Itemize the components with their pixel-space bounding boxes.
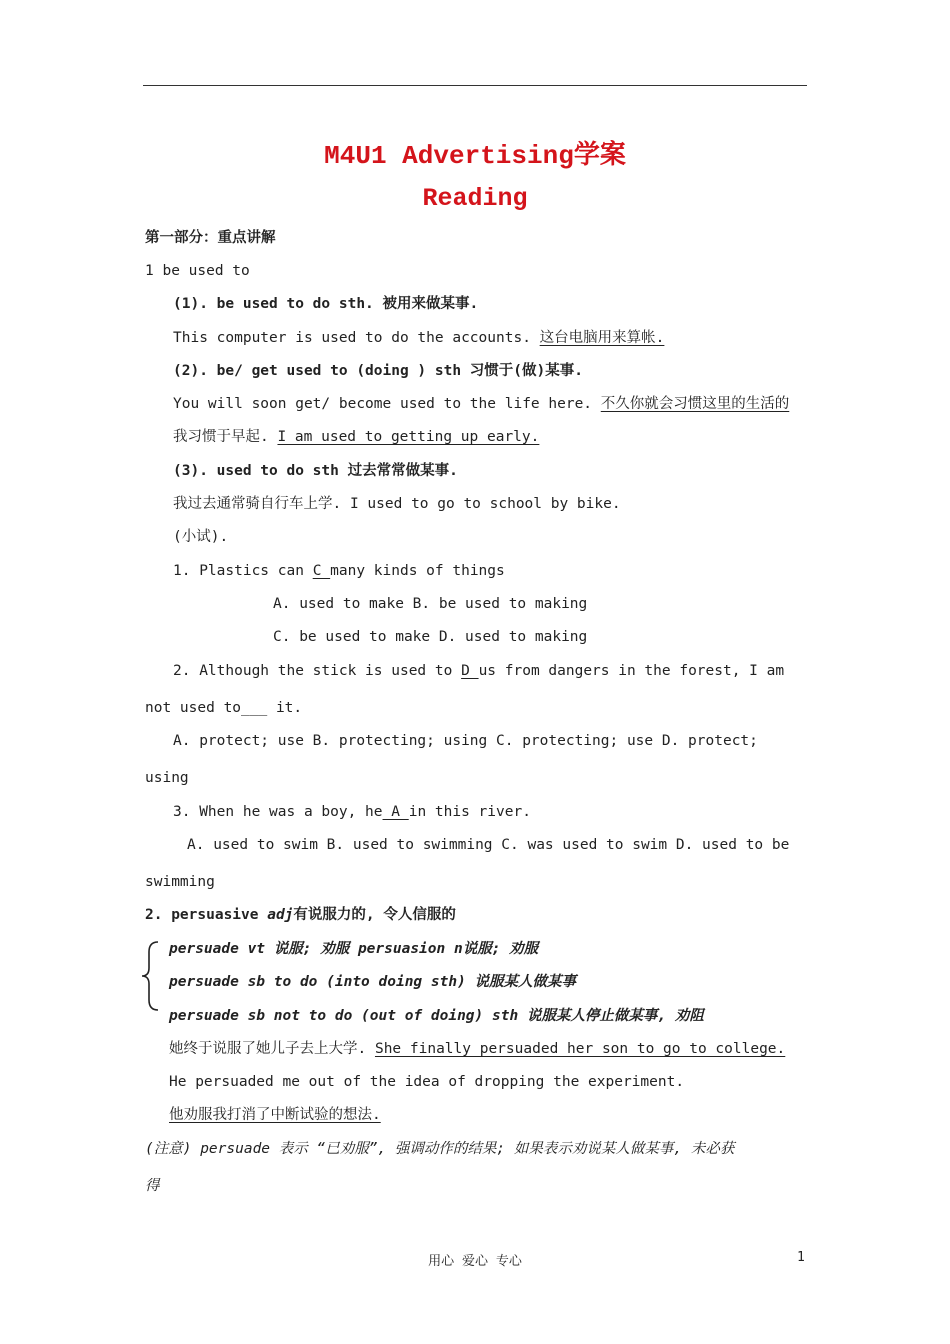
question-2-options-cont: using: [145, 770, 189, 786]
question-3-answer: A: [382, 804, 409, 820]
question-1-answer: C: [312, 563, 331, 579]
page-number: 1: [797, 1250, 805, 1265]
example-2-en: You will soon get/ become used to the life here.: [173, 396, 593, 412]
example-2: [173, 394, 789, 414]
question-2-options: A. protect; use B. protecting; using C. protecting; use D. protect;: [173, 733, 758, 749]
question-2-cont: not used to___ it.: [145, 700, 303, 716]
question-2-text: 2. Although the stick is used to: [173, 663, 462, 679]
section-heading: 第一部分：重点讲解: [145, 230, 276, 246]
example-4: 我过去通常骑自行车上学. I used to go to school by bike.: [173, 496, 621, 512]
example-1-en: This computer is used to do the accounts.: [173, 330, 531, 346]
question-3-text: 3. When he was a boy, he: [173, 804, 383, 820]
example-5: [169, 1039, 785, 1059]
quiz-label: (小试).: [173, 529, 229, 545]
question-1-options-a: A. used to make B. be used to making: [273, 596, 588, 612]
item-2-heading: [145, 905, 456, 925]
question-1-text: 1. Plastics can: [173, 563, 313, 579]
example-3-en: I am used to getting up early.: [277, 429, 540, 445]
question-3-options: A. used to swim B. used to swimming C. was used to swim D. used to be: [187, 837, 790, 853]
usage-2: (2). be/ get used to (doing ) sth 习惯于(做)某事.: [173, 363, 583, 379]
example-1-cn: 这台电脑用来算帐.: [539, 330, 665, 346]
phrase-2: persuade sb not to do (out of doing) sth 说服某人停止做某事, 劝阻: [169, 1008, 704, 1024]
example-5-en: She finally persuaded her son to go to college.: [374, 1041, 786, 1057]
usage-3: (3). used to do sth 过去常常做某事.: [173, 463, 458, 479]
example-6-cn: 他劝服我打消了中断试验的想法.: [169, 1107, 381, 1123]
question-2-text-end: us from dangers in the forest, I am: [478, 663, 785, 679]
example-3: [173, 427, 539, 447]
question-2: [173, 661, 784, 681]
item-2-meaning: 有说服力的, 令人信服的: [293, 907, 456, 923]
question-3-text-end: in this river.: [408, 804, 531, 820]
example-5-cn: 她终于说服了她儿子去上大学.: [169, 1041, 367, 1057]
page-title: M4U1 Advertising学案: [324, 141, 626, 171]
header-rule: [143, 85, 807, 86]
usage-1: (1). be used to do sth. 被用来做某事.: [173, 296, 479, 312]
note: (注意) persuade 表示 “已劝服”, 强调动作的结果; 如果表示劝说某人做某事, 未必获: [145, 1141, 735, 1157]
curly-brace-icon: [140, 940, 162, 1012]
page-subtitle: Reading: [422, 184, 528, 213]
question-2-answer: D: [461, 663, 479, 679]
example-2-cn: 不久你就会习惯这里的生活的: [600, 396, 790, 412]
example-6: He persuaded me out of the idea of dropping the experiment.: [169, 1074, 685, 1090]
phrase-1: persuade sb to do (into doing sth) 说服某人做某事: [169, 974, 577, 990]
note-cont: 得: [145, 1178, 160, 1194]
question-1: [173, 561, 505, 581]
item-1-heading: 1 be used to: [145, 263, 250, 279]
question-3: [173, 802, 531, 822]
question-3-options-cont: swimming: [145, 874, 215, 890]
page-footer: 用心 爱心 专心: [428, 1254, 522, 1269]
word-forms: persuade vt 说服; 劝服 persuasion n说服; 劝服: [169, 941, 539, 957]
example-1: [173, 328, 664, 348]
question-1-text-end: many kinds of things: [330, 563, 505, 579]
example-3-cn: 我习惯于早起.: [173, 429, 269, 445]
item-2-word: 2. persuasive: [145, 907, 268, 923]
item-2-pos: adj: [267, 907, 294, 923]
question-1-options-b: C. be used to make D. used to making: [273, 629, 588, 645]
